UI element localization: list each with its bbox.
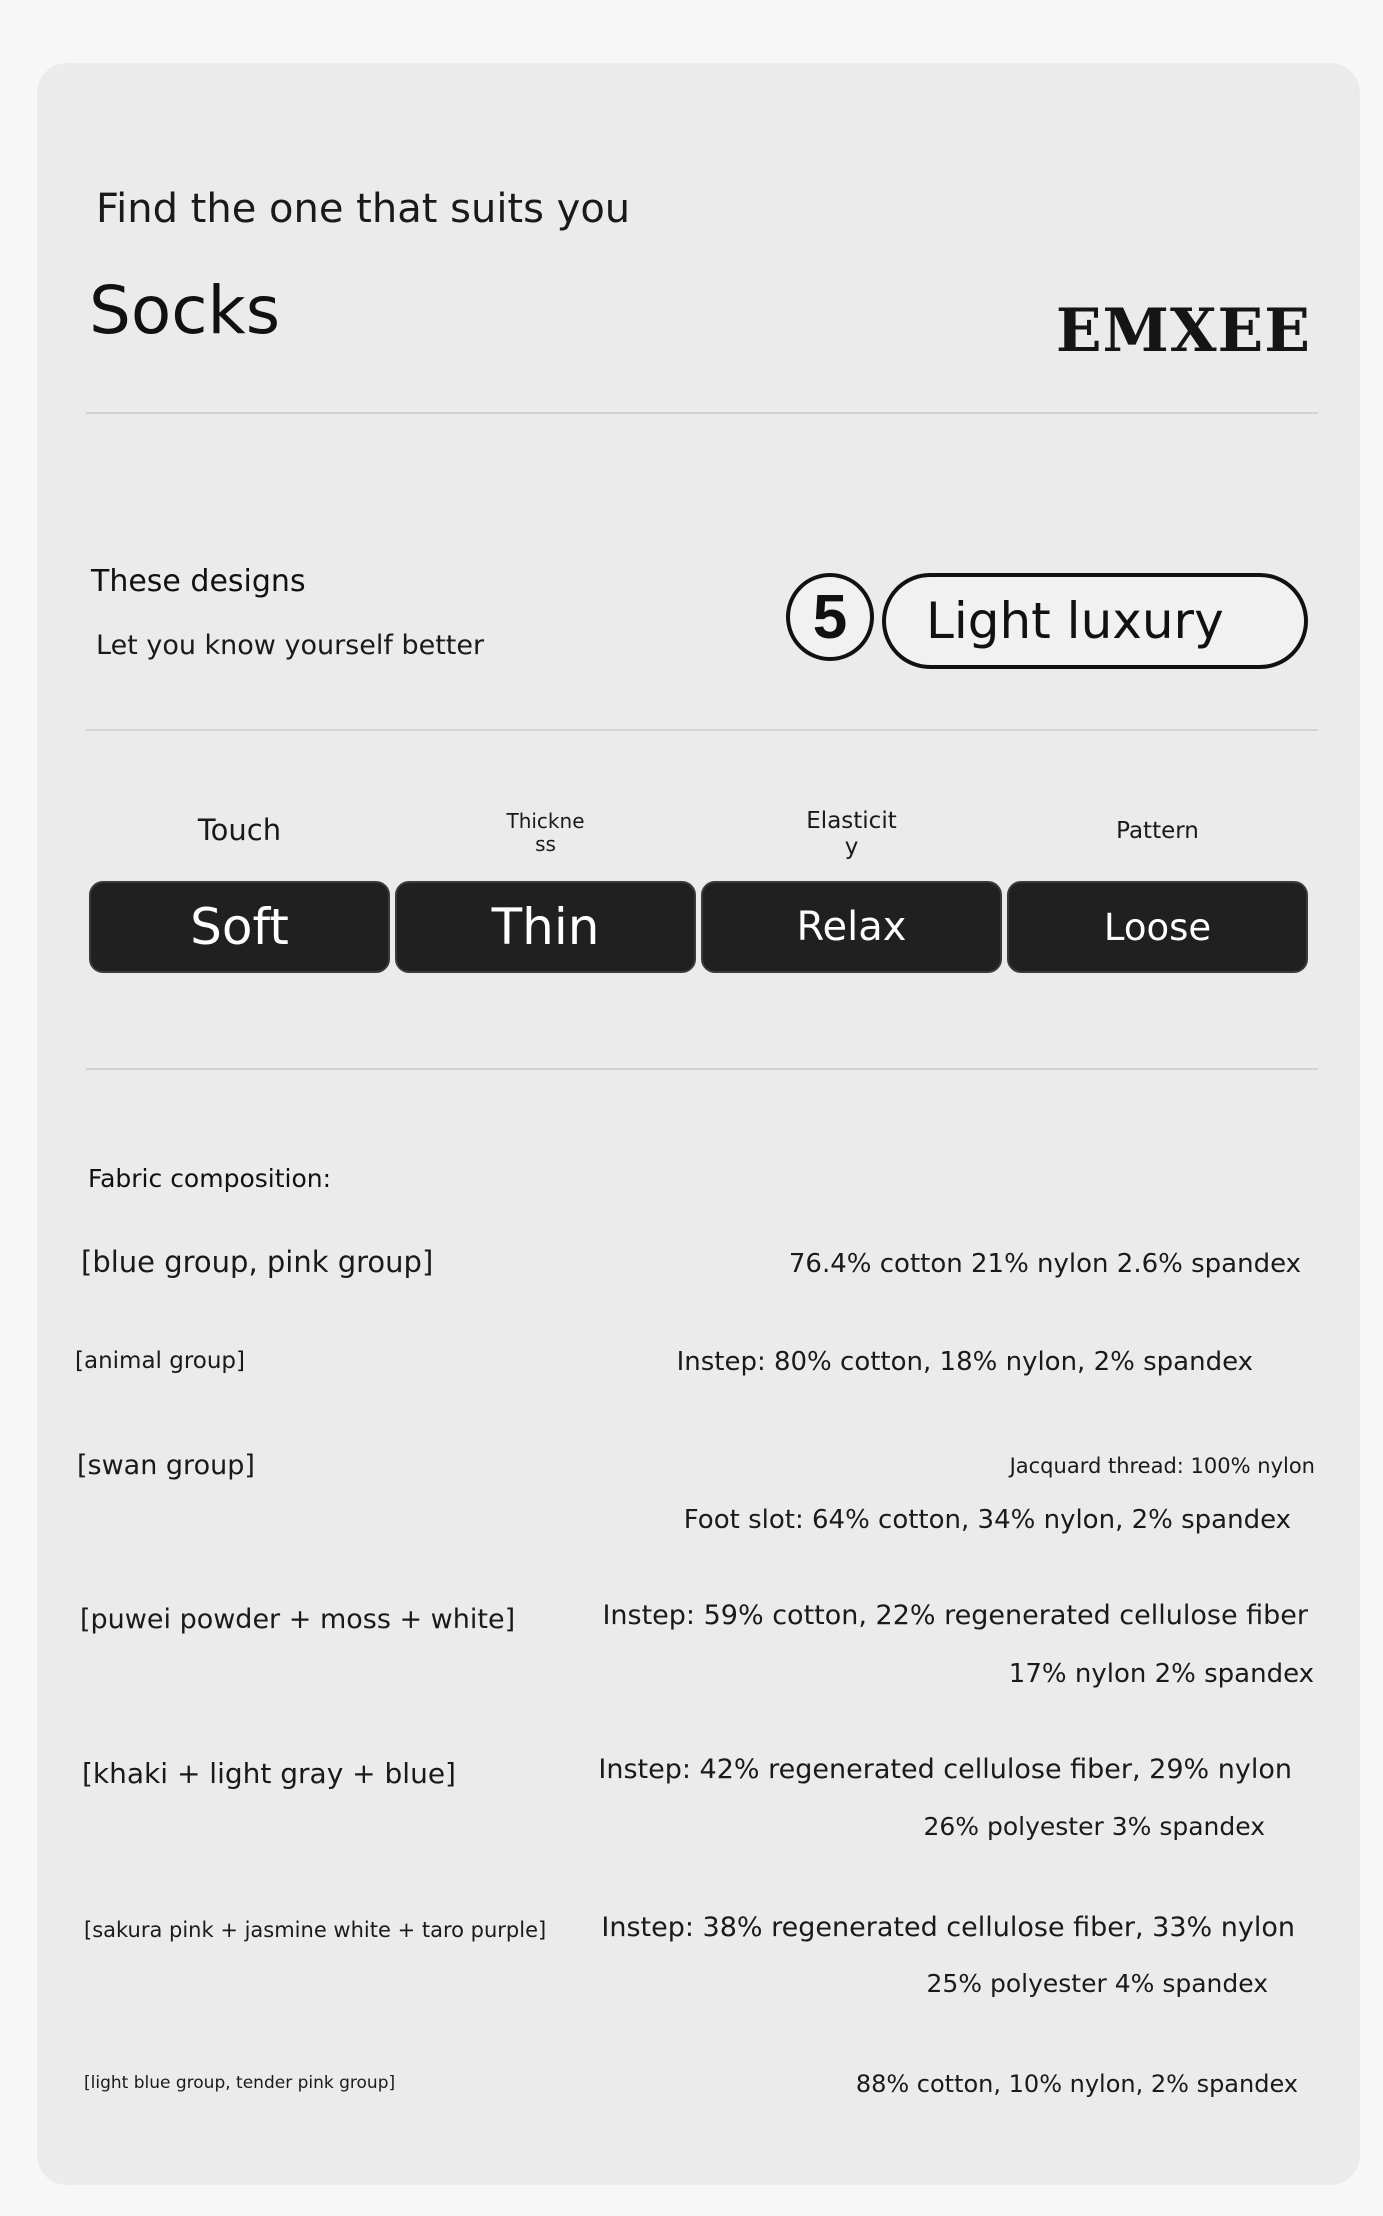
attr-value-loose: Loose bbox=[1007, 881, 1308, 973]
attr-label-pattern: Pattern bbox=[1116, 818, 1199, 844]
divider bbox=[86, 412, 1318, 414]
fabric-composition: Jacquard thread: 100% nylon bbox=[1009, 1454, 1315, 1478]
fabric-group-label: [swan group] bbox=[77, 1450, 255, 1481]
page-subtitle: Find the one that suits you bbox=[96, 186, 631, 232]
brand-logo: EMXEE bbox=[1055, 296, 1311, 366]
fabric-composition: Instep: 38% regenerated cellulose fiber, 33% nylon bbox=[601, 1912, 1295, 1943]
fabric-composition: 26% polyester 3% spandex bbox=[923, 1812, 1265, 1841]
product-card bbox=[37, 63, 1360, 2185]
fabric-group-label: [sakura pink + jasmine white + taro purple] bbox=[84, 1918, 547, 1942]
fabric-group-label: [animal group] bbox=[75, 1348, 246, 1374]
attr-label-thickness: Thickne ss bbox=[506, 809, 585, 856]
fabric-composition: 25% polyester 4% spandex bbox=[926, 1969, 1268, 1998]
fabric-heading: Fabric composition: bbox=[88, 1164, 332, 1193]
fabric-group-label: [light blue group, tender pink group] bbox=[84, 2073, 396, 2093]
divider bbox=[86, 1068, 1318, 1070]
designs-title: These designs bbox=[91, 564, 306, 599]
fabric-composition: 17% nylon 2% spandex bbox=[1008, 1659, 1314, 1689]
fabric-composition: 88% cotton, 10% nylon, 2% spandex bbox=[855, 2070, 1298, 2098]
fabric-composition: Instep: 59% cotton, 22% regenerated cellulose fiber bbox=[602, 1600, 1308, 1631]
fabric-composition: 76.4% cotton 21% nylon 2.6% spandex bbox=[788, 1249, 1301, 1279]
attr-value-relax: Relax bbox=[701, 881, 1002, 973]
fabric-composition: Instep: 80% cotton, 18% nylon, 2% spandex bbox=[676, 1347, 1253, 1377]
fabric-composition: Instep: 42% regenerated cellulose fiber, 29% nylon bbox=[598, 1754, 1292, 1785]
fabric-group-label: [blue group, pink group] bbox=[81, 1245, 434, 1279]
fabric-group-label: [khaki + light gray + blue] bbox=[82, 1757, 456, 1790]
fabric-group-label: [puwei powder + moss + white] bbox=[80, 1604, 516, 1635]
design-count-badge: 5 bbox=[786, 573, 874, 661]
style-badge: Light luxury bbox=[882, 573, 1308, 669]
fabric-composition: Foot slot: 64% cotton, 34% nylon, 2% spandex bbox=[683, 1505, 1291, 1535]
designs-subtitle: Let you know yourself better bbox=[96, 630, 485, 661]
attr-value-thin: Thin bbox=[395, 881, 696, 973]
attr-value-soft: Soft bbox=[89, 881, 390, 973]
attr-label-touch: Touch bbox=[197, 813, 282, 847]
divider bbox=[86, 729, 1318, 731]
attr-label-elasticity: Elasticit y bbox=[806, 808, 897, 861]
page-title: Socks bbox=[89, 272, 281, 349]
